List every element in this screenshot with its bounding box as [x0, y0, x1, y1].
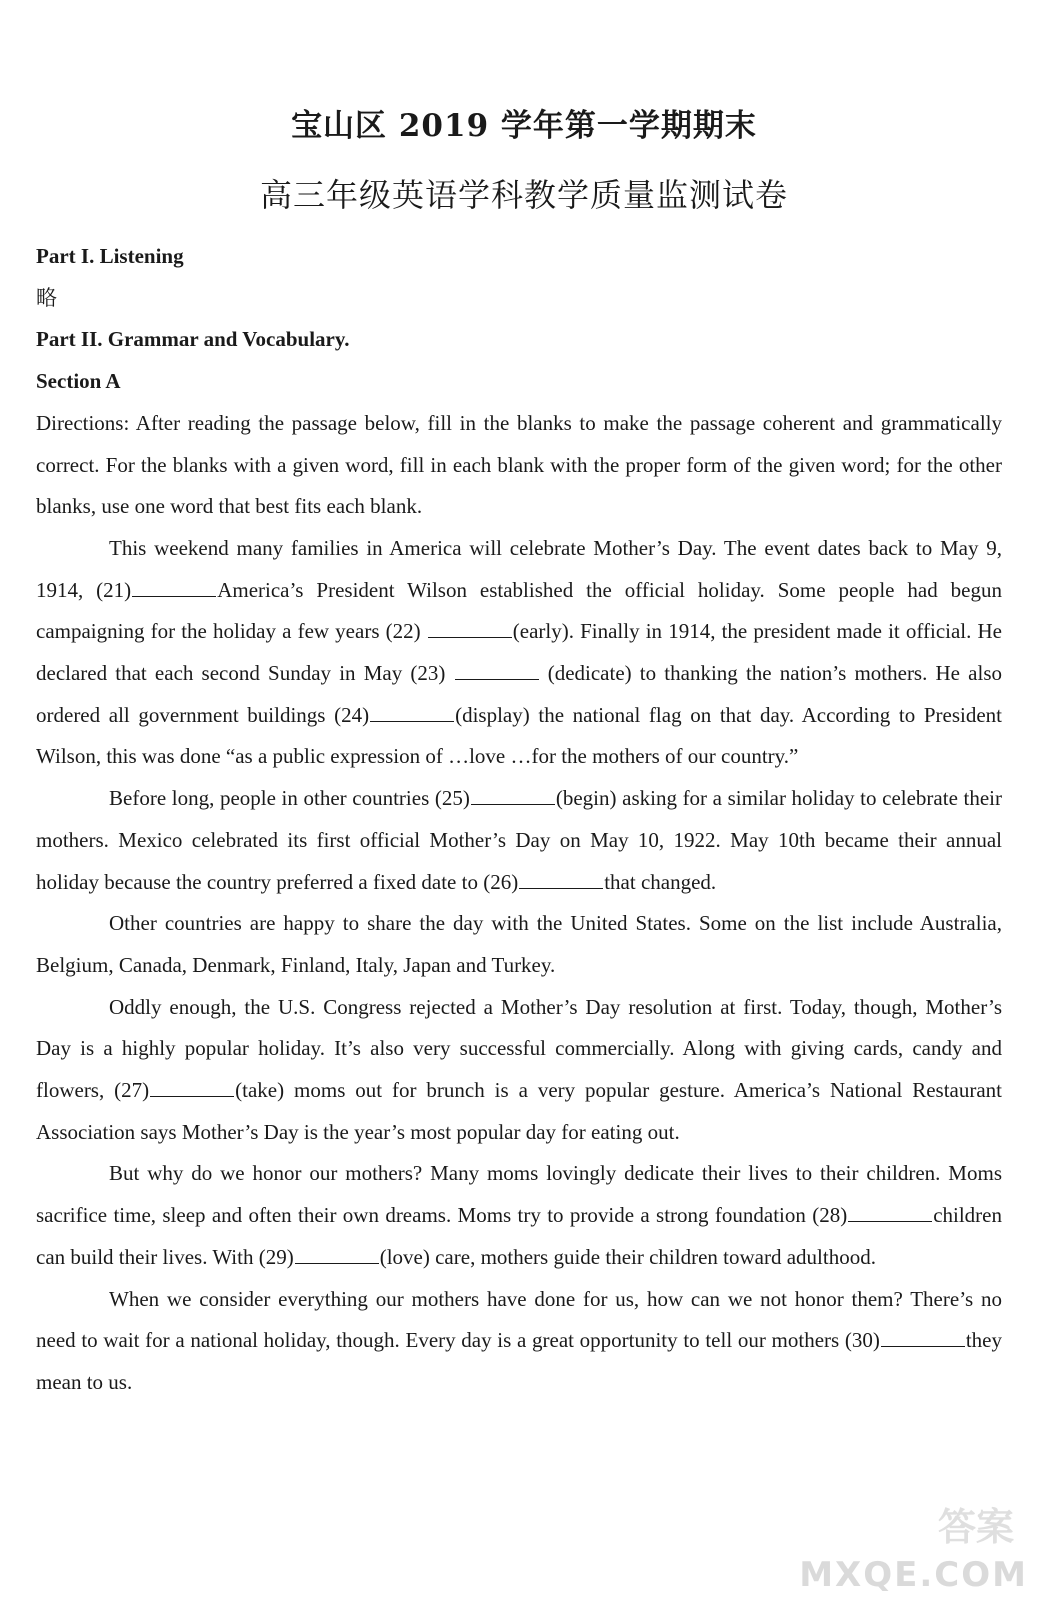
- blank-23[interactable]: [455, 659, 539, 680]
- blank-24[interactable]: [370, 701, 454, 722]
- p4-text-b: (take) moms out for brunch is a very popular gesture. America’s National Restaurant Association says Mother’s Day is the year’s most popular day for eating out.: [36, 1078, 1003, 1144]
- p1-text-d: (dedicate) to thanking the nation’s mothers. He also ordered all government buildings (24): [36, 661, 1002, 727]
- blank-30[interactable]: [881, 1326, 965, 1347]
- exam-title-line1: 宝山区 2019 学年第一学期期末: [291, 108, 757, 144]
- passage-paragraph-2: [36, 778, 1002, 903]
- directions-paragraph: Directions: After reading the passage below, fill in the blanks to make the passage coherent and grammatically correct. For the blanks with a given word, fill in each blank with the proper form of the given word; for the other blanks, use one word that best fits each blank.: [36, 410, 1002, 519]
- p1-text-b: America’s President Wilson established the official holiday. Some people had begun campaigning for the holiday a few years (22): [36, 577, 1002, 644]
- blank-25[interactable]: [471, 784, 555, 805]
- p5-text-b: children can build their lives. With (29): [36, 1203, 1002, 1269]
- blank-21[interactable]: [132, 576, 216, 597]
- p1-text-a: This weekend many families in America will celebrate Mother’s Day. The event dates back to May 9, 1914, (21): [36, 535, 1002, 602]
- exam-title-line2: 高三年级英语学科教学质量监测试卷: [259, 176, 788, 214]
- part1-note: 略: [36, 285, 57, 310]
- p6-text-b: they mean to us.: [36, 1328, 1002, 1394]
- p6-text-a: When we consider everything our mothers have done for us, how can we not honor them? There’s no need to wait for a national holiday, though. Every day is a great opportunity to tell our mothers (30): [36, 1286, 1002, 1353]
- part1-heading: Part I. Listening: [36, 244, 184, 268]
- part2-heading: Part II. Grammar and Vocabulary.: [36, 327, 350, 352]
- p2-text-b: (begin) asking for a similar holiday to celebrate their mothers. Mexico celebrated its first official Mother’s Day on May 10, 1922. May 10th became their annual holiday because the country preferred a fixed date to (26): [36, 786, 1002, 894]
- passage-paragraph-3: Other countries are happy to share the day with the United States. Some on the list include Australia, Belgium, Canada, Denmark, Finland, Italy, Japan and Turkey.: [36, 911, 1002, 977]
- p2-text-a: Before long, people in other countries (25): [109, 786, 470, 811]
- watermark-logo-top: 答案: [937, 1505, 1014, 1549]
- p2-text-c: that changed.: [604, 869, 717, 894]
- p5-text-c: (love) care, mothers guide their children toward adulthood.: [379, 1244, 876, 1269]
- p1-text-c: (early). Finally in 1914, the president made it official. He declared that each second Sunday in May (23): [36, 619, 1002, 686]
- section-a-heading: Section A: [36, 369, 121, 394]
- p1-text-e: (display) the national flag on that day. According to President Wilson, this was done “as a public expression of …love …for the mothers of our country.”: [36, 702, 1002, 769]
- exam-content: [36, 236, 1002, 1404]
- blank-26[interactable]: [519, 868, 603, 889]
- p5-text-a: But why do we honor our mothers? Many moms lovingly dedicate their lives to their children. Moms sacrifice time, sleep and often their own dreams. Moms try to provide a strong foundation (28): [36, 1161, 1002, 1228]
- passage-paragraph-5: [36, 1153, 1002, 1278]
- blank-22[interactable]: [428, 617, 512, 638]
- blank-29[interactable]: [295, 1243, 379, 1264]
- blank-28[interactable]: [848, 1201, 932, 1222]
- passage-paragraph-1: [36, 528, 1002, 778]
- passage-paragraph-6: [36, 1279, 1002, 1404]
- watermark-logo: MXQE.COM: [799, 1555, 1028, 1595]
- blank-27[interactable]: [150, 1076, 234, 1097]
- passage-paragraph-4: [36, 987, 1002, 1154]
- p4-text-a: Oddly enough, the U.S. Congress rejected a Mother’s Day resolution at first. Today, though, Mother’s Day is a highly popular holiday. It’s also very successful commercially. Along with giving cards, candy and flowers, (27): [36, 994, 1002, 1103]
